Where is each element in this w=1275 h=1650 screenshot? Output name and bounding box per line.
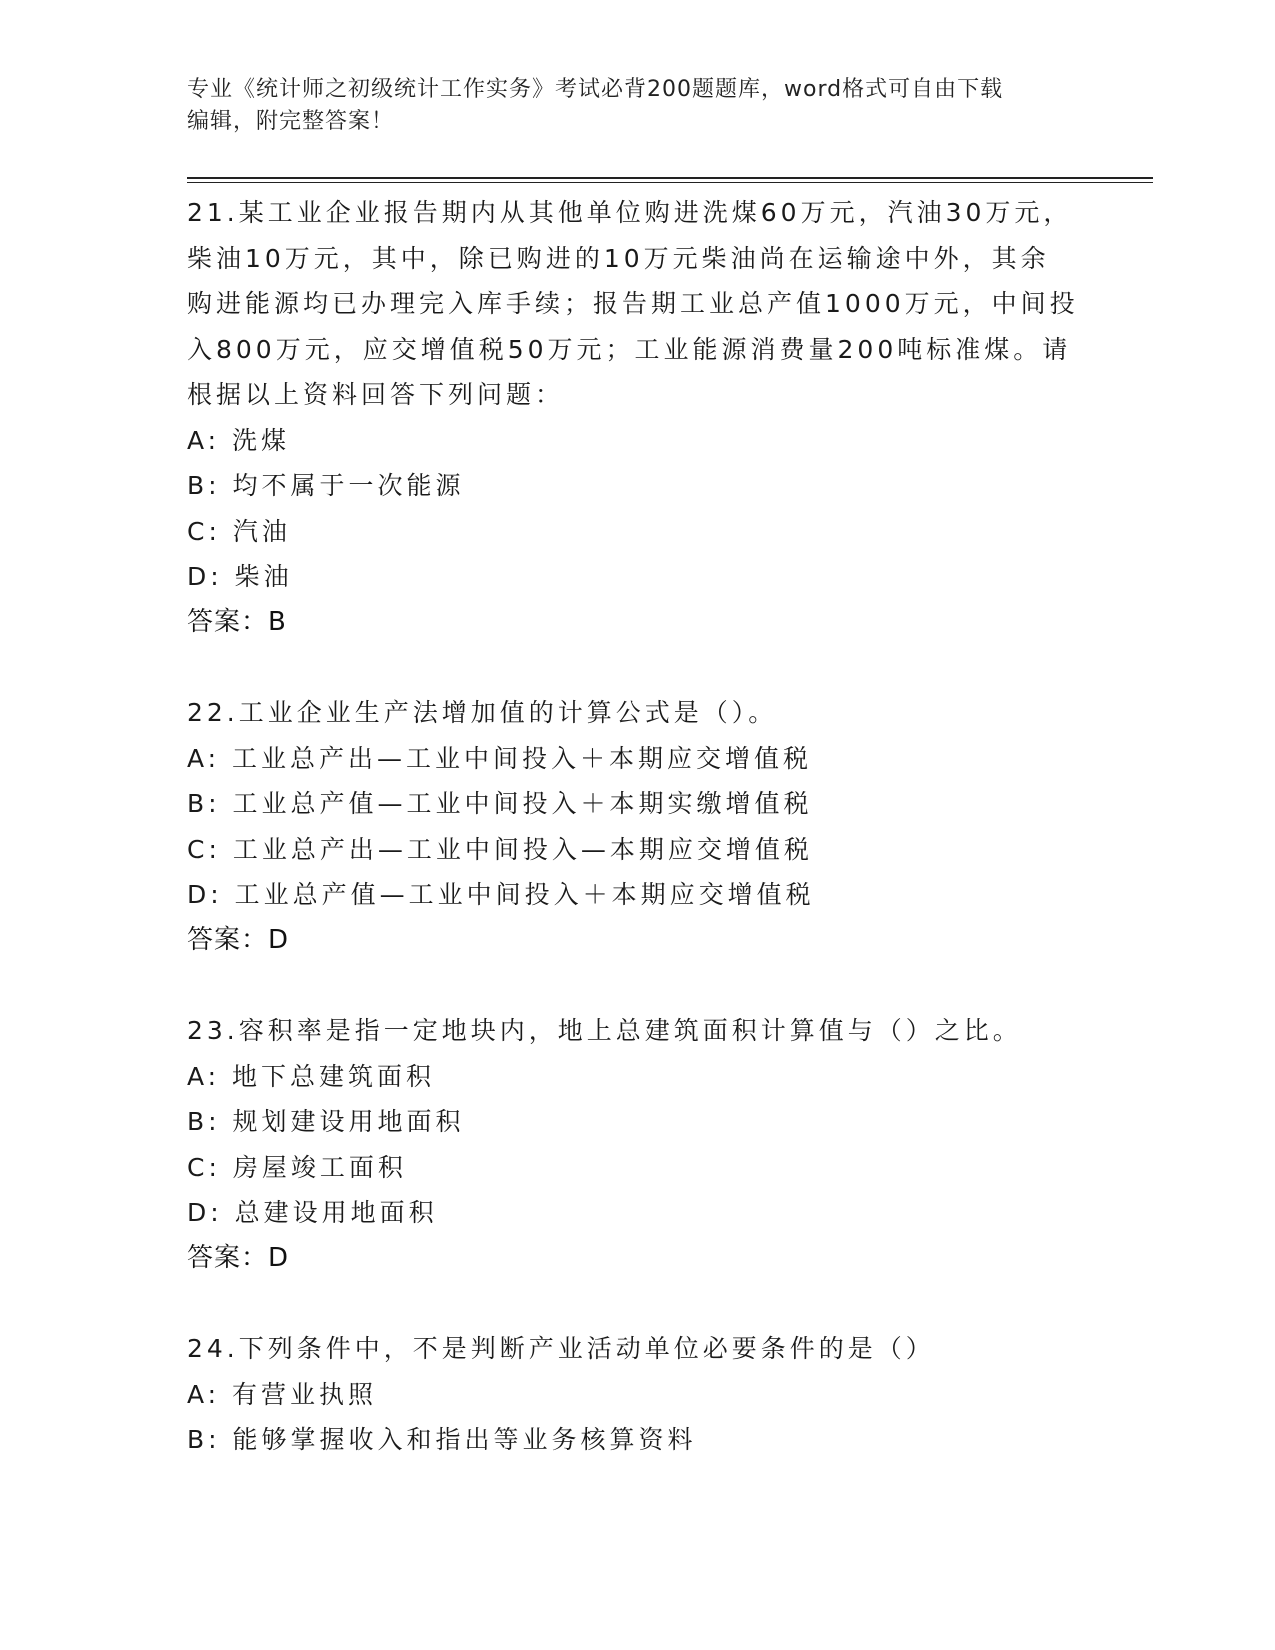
answer-line: 答案：D: [187, 1242, 290, 1273]
question-gap: [187, 963, 1087, 1008]
question-stem-line: 购进能源均已办理完入库手续；报告期工业总产值1000万元，中间投: [187, 289, 1079, 318]
option-c: C: 汽油: [187, 516, 291, 546]
question-24: [187, 1326, 1087, 1463]
option-d: D: 柴油: [187, 562, 293, 591]
option-a: A: 地下总建筑面积: [187, 1061, 436, 1091]
option-c: C: 房屋竣工面积: [187, 1152, 407, 1182]
option-b: B: 规划建设用地面积: [187, 1107, 465, 1136]
option-c: C: 工业总产出—工业中间投入—本期应交增值税: [187, 834, 813, 864]
question-stem-line: 柴油10万元，其中，除已购进的10万元柴油尚在运输途中外，其余: [187, 243, 1050, 273]
answer-line: 答案：D: [187, 924, 290, 955]
question-stem-line: 入800万元，应交增值税50万元；工业能源消费量200吨标准煤。请: [187, 334, 1072, 364]
header-rule-thin: [187, 182, 1153, 183]
answer-line: 答案：B: [187, 606, 287, 637]
option-a: A: 洗煤: [187, 425, 291, 455]
question-stem-line: 21.某工业企业报告期内从其他单位购进洗煤60万元，汽油30万元，: [187, 198, 1073, 227]
option-a: A: 有营业执照: [187, 1379, 378, 1409]
question-stem-line: 22.工业企业生产法增加值的计算公式是（）。: [187, 698, 778, 727]
option-d: D: 总建设用地面积: [187, 1198, 438, 1227]
document-header: [187, 74, 1067, 138]
option-b: B: 能够掌握收入和指出等业务核算资料: [187, 1425, 697, 1454]
question-list: [187, 190, 1087, 1463]
question-stem-line: 根据以上资料回答下列问题：: [187, 380, 565, 409]
question-gap: [187, 1281, 1087, 1326]
question-stem-line: 24.下列条件中，不是判断产业活动单位必要条件的是（）: [187, 1334, 935, 1363]
question-gap: [187, 645, 1087, 690]
header-line-2: 编辑，附完整答案！: [187, 109, 395, 134]
option-a: A: 工业总产出—工业中间投入＋本期应交增值税: [187, 743, 813, 773]
question-21: [187, 190, 1087, 645]
question-stem-line: 23.容积率是指一定地块内，地上总建筑面积计算值与（）之比。: [187, 1016, 1022, 1045]
header-rule-thick: [187, 177, 1153, 179]
header-line-1: 专业《统计师之初级统计工作实务》考试必背200题题库，word格式可自由下载: [187, 77, 1004, 102]
option-b: B: 工业总产值—工业中间投入＋本期实缴增值税: [187, 789, 813, 818]
question-23: [187, 1008, 1087, 1281]
question-22: [187, 690, 1087, 963]
option-b: B: 均不属于一次能源: [187, 471, 465, 500]
option-d: D: 工业总产值—工业中间投入＋本期应交增值税: [187, 880, 815, 909]
